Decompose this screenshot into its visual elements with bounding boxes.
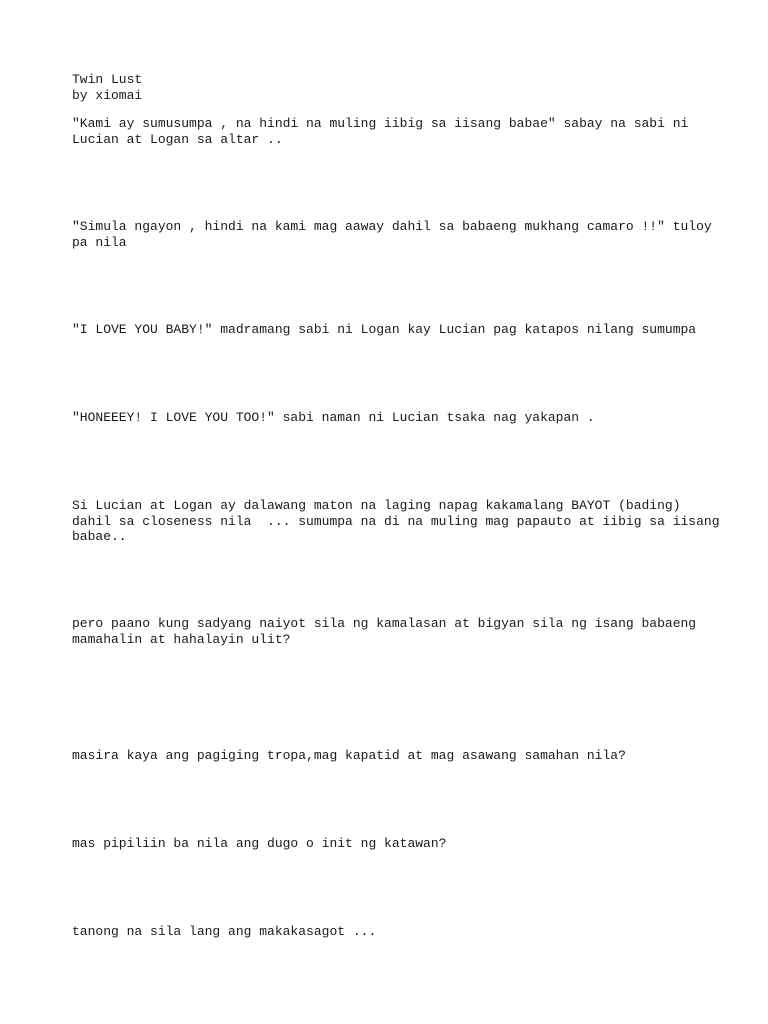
paragraph-1-line-1: "Kami ay sumusumpa , na hindi na muling iibig sa iisang babae" sabay na sabi ni xyxy=(72,116,689,131)
paragraph-4-line-1: "HONEEEY! I LOVE YOU TOO!" sabi naman ni Lucian tsaka nag yakapan . xyxy=(72,410,595,425)
document-title: Twin Lust xyxy=(72,72,143,87)
paragraph-1-line-2: Lucian at Logan sa altar .. xyxy=(72,131,283,147)
paragraph-3-line-1: "I LOVE YOU BABY!" madramang sabi ni Logan kay Lucian pag katapos nilang sumumpa xyxy=(72,322,697,337)
paragraph-5-line-1: Si Lucian at Logan ay dalawang maton na laging napag kakamalang BAYOT (bading) xyxy=(72,498,681,513)
paragraph-5-line-3: babae.. xyxy=(72,529,127,544)
paragraph-9-line-1: tanong na sila lang ang makakasagot ... xyxy=(72,924,377,939)
paragraph-2-line-1: "Simula ngayon , hindi na kami mag aaway dahil sa babaeng mukhang camaro !!" tuloy xyxy=(72,219,712,234)
paragraph-8-line-1: mas pipiliin ba nila ang dugo o init ng katawan? xyxy=(72,836,447,851)
paragraph-5-line-2: dahil sa closeness nila ... sumumpa na di na muling mag papauto at iibig sa iisang xyxy=(72,513,720,529)
paragraph-6-line-2: mamahalin at hahalayin ulit? xyxy=(72,631,291,647)
paragraph-7-line-1: masira kaya ang pagiging tropa,mag kapatid at mag asawang samahan nila? xyxy=(72,748,626,763)
paragraph-6-line-1: pero paano kung sadyang naiyot sila ng kamalasan at bigyan sila ng isang babaeng xyxy=(72,616,697,631)
document-author: by xiomai xyxy=(72,87,143,103)
paragraph-2-line-2: pa nila xyxy=(72,234,127,250)
